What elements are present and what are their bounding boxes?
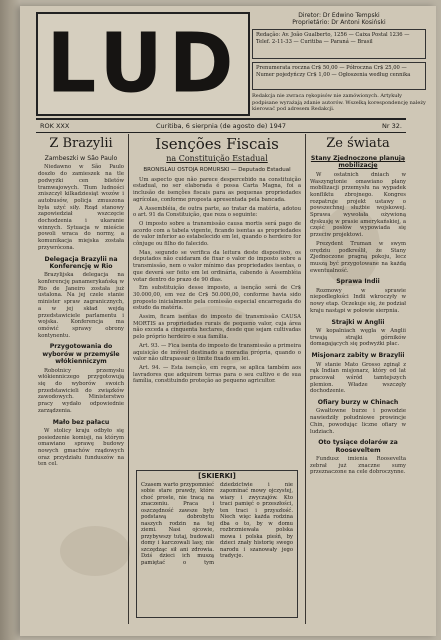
- column-heading: Ze świata: [326, 136, 390, 151]
- article-paragraph: Niedawno w São Paulo doszło do zamieszek na tle podwyżki cen biletów tramwajowych. Tłum ludności zniszczył kilkadziesiąt wozów i autobusów, policja zmuszona była użyć siły. Rząd stanowy zapowiedział wszczęcie dochodzenia i ukaranie winnych. Sytuacja w mieście powoli wraca do normy, a komunikacja miejska została przywrócona.: [38, 164, 124, 251]
- issue-date: Curitiba, 6 sierpnia (de agosto de) 1947: [156, 122, 286, 130]
- article-paragraph: Art. 93. — Fica isenta do imposto de transmissão a primeira aquisição de imóvel destinado a moradia própria, quando o valor não ultrapassar o limite fixado em lei.: [133, 342, 301, 363]
- article-subheading: Sprawa Indii: [336, 278, 380, 286]
- article-subheading: Delegacja Brazylii na Konferencję w Rio: [44, 255, 118, 270]
- article-subheading: Strajki w Anglii: [331, 318, 385, 326]
- column-divider: [128, 134, 129, 624]
- article-paragraph: A Assembléia, de outra parte, ao tratar da matéria, adotou o art. 91 da Constituição, que reza o seguinte:: [133, 205, 301, 219]
- masthead-info: [252, 12, 426, 112]
- skierki-box: [136, 470, 298, 618]
- logo-box: [36, 12, 250, 116]
- issue-line: [36, 118, 406, 133]
- article-paragraph: W ostatnich dniach w Waszyngtonie omawiano plany mobilizacji przemysłu na wypadek konfliktu zbrojnego. Kongres rozpatruje projekt ustawy o powszechnej służbie wojskowej. Sprawa wywołała ożywioną dyskusję w prasie amerykańskiej, a część posłów wypowiada się przeciw projektowi.: [310, 171, 406, 239]
- column-fiscal: [133, 134, 301, 466]
- article-paragraph: Rozmowy w sprawie niepodległości Indii wkroczyły w nowy etap. Oczekuje się, że podział kraju nastąpi w połowie sierpnia.: [310, 287, 406, 314]
- column-heading: Z Brazylii: [49, 136, 113, 151]
- article-subheading: Oto tysiące dolarów za Rooseveltem: [318, 439, 398, 454]
- article-subheading: Misjonarz zabity w Brazylii: [311, 352, 405, 360]
- article-paragraph: Brazylijska delegacja na konferencję panamerykańską w Rio de Janeiro została już ustalona. Na jej czele stanie minister spraw zagranicznych, a w jej skład wejdą przedstawiciele parlamentu i wojska. Konferencja ma omówić sprawy obrony kontynentu.: [38, 272, 124, 339]
- article-paragraph: Mas, segundo se verifica da leitura deste dispositivo, os deputados não cuidaram de fixar o valor do imposto sobre a transmissão, nem o valor mínimo das propriedades isentas, o que deverá ser feito em lei ordinária, cabendo à Assembléia votar dentro do prazo de 90 dias.: [133, 249, 301, 283]
- article-paragraph: Prezydent Truman w swym orędziu podkreślił, że Stany Zjednoczone pragną pokoju, lecz muszą być przygotowane na każdą ewentualność.: [310, 240, 406, 274]
- article-paragraph: Fundusz imienia Roosevelta zebrał już znaczne sumy przeznaczone na cele dobroczynne.: [310, 456, 406, 476]
- column-divider: [305, 134, 306, 624]
- article-subheading: Ofiary burzy w Chinach: [317, 399, 399, 407]
- owner-line: Proprietário: Dr Antoni Kosiński: [292, 19, 386, 26]
- article-subheading: Mało bez pałacu: [52, 418, 110, 426]
- article-paragraph: W kopalniach węgla w Anglii trwają strajki górników domagających się podwyżki płac.: [310, 327, 406, 348]
- article-subheading: Zambeszki w São Paulo: [44, 155, 118, 162]
- article-paragraph: Um aspecto que não parece despercebido na constituição estadual, no ser elaborada é possa Carta Magna, foi a inclusão de isenções fiscais para as pequenas propriedades agrícolas, conforme proposta apresentada pela bancada.: [133, 176, 301, 203]
- column-heading: Isenções Fiscais: [155, 135, 279, 153]
- article-subheading: Przygotowania do wyborów w przemyśle włókienniczym: [42, 343, 120, 366]
- binding-edge: [0, 0, 20, 640]
- masthead: [36, 12, 426, 114]
- skierki-text: Czasem warto przypomnieć sobie stare prawdy, które choć proste, nie tracą na znaczeniu. Praca i oszczędność zawsze były podstawą dobrobytu naszych rodzin na tej ziemi. Nasi ojcowie, przybywszy tutaj, budowali domy i karczowali lasy, nie szczędząc sił ani zdrowia. Dziś dzieci ich muszą pamiętać o tym dziedzictwie i nie zapominać mowy ojczystej, wiary i zwyczajów. Kto traci pamięć o przeszłości, ten traci i przyszłość. Niech więc każda rodzina dba o to, by w domu rozbrzmiewała polska mowa i polska pieśń, by dzieci znały historię swego narodu i szanowały jego tradycje.: [141, 481, 293, 566]
- article-paragraph: W stanie Mato Grosso zginął z rąk Indian misjonarz, który od lat pracował wśród tamtejszych plemion. Władze wszczęły dochodzenie.: [310, 361, 406, 395]
- article-paragraph: O imposto sobre a transmissão causa mortis será pago de acordo com a tabela vigente, ficando isentas as propriedades de valor inferior ao estabelecido em lei, quando o herdeiro for cônjuge ou filho do falecido.: [133, 220, 301, 248]
- article-byline: BRONISLAU OSTOJA ROMURSKI — Deputado Estadual: [143, 167, 291, 173]
- article-paragraph: Em substituição desse imposto, a isenção será de Cr$ 30.000,00, em vez de Cr$ 50.000,00, conforme havia sido proposto inicialmente pela comissão especial encarregada do estudo da matéria.: [133, 285, 301, 312]
- issue-number: Nr 32.: [382, 122, 402, 130]
- editorial-note: Redakcja nie zwraca rękopisów nie zamówionych. Artykuły podpisane wyrażają zdanie autorów. Wszelką korespondencję należy kierować pod adresem Redakcji.: [252, 93, 426, 112]
- column-world: [310, 134, 406, 624]
- article-paragraph: W stolicy kraju odbyło się posiedzenie komisji, na którym omawiano sprawę budowy nowych gmachów rządowych oraz przydziału funduszów na ten cel.: [38, 427, 124, 468]
- article-paragraph: Art. 94. — Esta isenção, em regra, se aplica também aos lavradores que adquirem terras para o seu cultivo e de sua família, constituindo proteção ao pequeno agricultor.: [133, 364, 301, 385]
- article-subheading: Stany Zjednoczone planują mobilizację: [310, 155, 406, 170]
- skierki-title: [SKIERKI]: [198, 472, 236, 480]
- article-subheading: na Constituição Estadual: [166, 154, 268, 163]
- article-paragraph: Robotnicy przemysłu włókienniczego przygotowują się do wyborów swoich przedstawicieli do związków zawodowych. Ministerstwo pracy wydało odpowiednie zarządzenia.: [38, 367, 124, 414]
- article-paragraph: Assim, ficam isentas do imposto de transmissão CAUSA MORTIS as propriedades rurais de pequeno valor, cuja área não exceda a cinquenta hectares, desde que sejam cultivadas pelo próprio herdeiro e sua família.: [133, 314, 301, 341]
- article-paragraph: Gwałtowne burze i powodzie nawiedziły południowe prowincje Chin, powodując liczne ofiary w ludziach.: [310, 408, 406, 435]
- newspaper-logo: LUD: [46, 16, 240, 112]
- subscription-box: Prenumerata roczna Cr$ 50,00 — Półroczna Cr$ 25,00 — Numer pojedyńczy Cr$ 1,00 — Ogłoszenia według cennika: [252, 62, 426, 90]
- director-line: Diretor: Dr Edwino Tempski: [298, 12, 380, 19]
- issue-year: ROK XXX: [40, 122, 70, 130]
- column-brazil: [38, 134, 124, 624]
- address-box: Redação: Av. João Gualberto, 1256 — Caixa Postal 1236 — Telef. 2-11-33 — Curitiba — Paraná — Brasil: [252, 29, 426, 59]
